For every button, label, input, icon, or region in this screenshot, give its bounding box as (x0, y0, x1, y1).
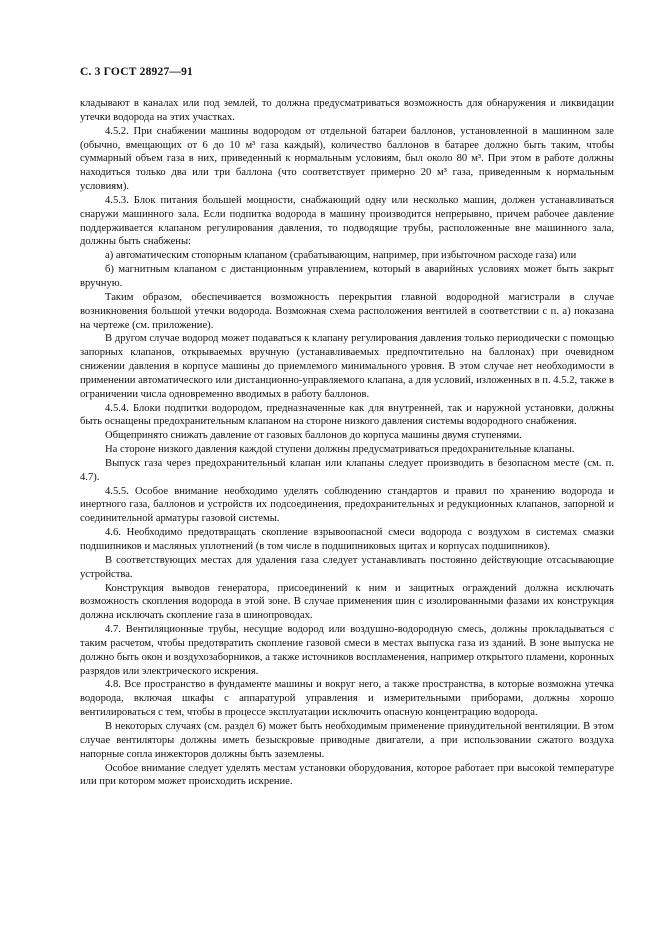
list-item: а) автоматическим стопорным клапаном (срабатывающим, например, при избыточном расходе газа) или (105, 250, 577, 262)
paragraph: Конструкция выводов генератора, присоединений к ним и защитных ограждений должна исключать возможность скопления водорода в этой зоне. В случае применения шин с изолированными фазами их конструкция должна исключать скопление газа в шинопроводах. (80, 582, 614, 622)
paragraph: 4.8. Все пространство в фундаменте машины и вокруг него, а также пространства, в которые возможна утечка водорода, включая шкафы с аппаратурой управления и измерительными приборами, должны хорошо вентилироваться с тем, чтобы в процессе эксплуатации исключить опасную концентрацию водорода. (80, 679, 614, 719)
document-body (80, 97, 614, 789)
paragraph: кладывают в каналах или под землей, то должна предусматриваться возможность для обнаружения и ликвидации утечки водорода на этих участках. (80, 98, 614, 123)
page-header: С. 3 ГОСТ 28927—91 (80, 66, 193, 78)
paragraph: В соответствующих местах для удаления газа следует устанавливать постоянно действующие отсасывающие устройства. (80, 554, 614, 580)
paragraph: Выпуск газа через предохранительный клапан или клапаны следует производить в безопасном месте (см. п. 4.7). (80, 457, 614, 483)
paragraph: 4.6. Необходимо предотвращать скопление взрывоопасной смеси водорода с воздухом в системах смазки подшипников и масляных уплотнений (в том числе в подшипниковых щитах и корпусах подшипников). (80, 527, 614, 552)
list-item: б) магнитным клапаном с дистанционным управлением, который в аварийных условиях может быть закрыт вручную. (80, 264, 614, 289)
paragraph: 4.7. Вентиляционные трубы, несущие водород или воздушно-водородную смесь, должны прокладываться с таким расчетом, чтобы предотвратить скопление газовой смеси в местах выпуска газа из зданий. В зоне выпуска не должно быть окон и воздухозаборников, а также источников воспламенения, например открытого пламени, коронных разрядов или электрического искрения. (80, 624, 614, 677)
paragraph: В некоторых случаях (см. раздел 6) может быть необходимым применение принудительной вентиляции. В этом случае вентиляторы должны иметь безыскровые приводные двигатели, а при использовании сжатого воздуха напорные сопла инжекторов должны быть заземлены. (80, 720, 614, 760)
paragraph: Общепринято снижать давление от газовых баллонов до корпуса машины двумя ступенями. (105, 430, 522, 442)
paragraph: Таким образом, обеспечивается возможность перекрытия главной водородной магистрали в случае возникновения большой утечки водорода. Возможная схема расположения вентилей в соответствии с п. а) показана на чертеже (см. приложение). (80, 291, 614, 331)
paragraph: 4.5.3. Блок питания большей мощности, снабжающий одну или несколько машин, должен устанавливаться снаружи машинного зала. Если подпитка водорода в машину производится непрерывно, причем рабочее давление поддерживается клапаном регулирования давления, то подводящие трубы, расположенные вне машинного зала, должны быть снабжены: (80, 194, 614, 248)
paragraph: 4.5.5. Особое внимание необходимо уделять соблюдению стандартов и правил по хранению водорода и инертного газа, баллонов и устройств их подсоединения, предохранительных и редукционных клапанов, запорной и соединительной арматуры газовой системы. (80, 485, 614, 525)
paragraph: Особое внимание следует уделять местам установки оборудования, которое работает при высокой температуре или при котором может происходить искрение. (80, 762, 614, 788)
paragraph: 4.5.4. Блоки подпитки водородом, предназначенные как для внутренней, так и наружной установки, должны быть оснащены предохранительным клапаном на стороне низкого давления системы водородного снабжения. (80, 402, 614, 428)
paragraph: На стороне низкого давления каждой ступени должны предусматриваться предохранительные клапаны. (105, 444, 575, 456)
paragraph: 4.5.2. При снабжении машины водородом от отдельной батареи баллонов, установленной в машинном зале (обычно, вмещающих от 6 до 10 м³ газа каждый), количество баллонов в батарее должно быть таким, чтобы суммарный объем газа в них, приведенный к нормальным условиям, был около 80 м³. При этом в работе должны находиться только два или три баллона (что соответствует примерно 20 м³ газа, приведенным к нормальным условиям). (80, 125, 614, 193)
paragraph: В другом случае водород может подаваться к клапану регулирования давления только периодически с помощью запорных клапанов, открываемых вручную (устанавливаемых предпочтительно на баллонах) при очевидном снижении давления в корпусе машины до приемлемого минимального уровня. В этом случае нет необходимости в применении автоматического или дистанционно-управляемого клапана, а для условий, изложенных в п. 4.5.2, также в ограничении числа одновременно вводимых в работу баллонов. (80, 333, 614, 400)
